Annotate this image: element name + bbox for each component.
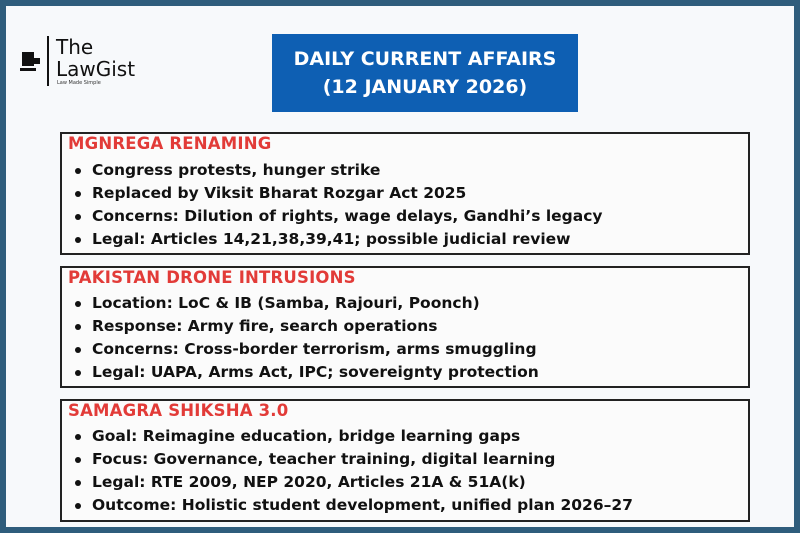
bullet-icon <box>75 324 81 330</box>
list-item <box>70 182 603 205</box>
list-item-text: Concerns: Dilution of rights, wage delays, Gandhi’s legacy <box>92 207 603 225</box>
list-item-text: Response: Army fire, search operations <box>92 317 438 335</box>
bullet-icon <box>75 191 81 197</box>
list-item-text: Legal: UAPA, Arms Act, IPC; sovereignty protection <box>92 363 539 381</box>
logo-tagline: Law Made Simple <box>57 80 101 86</box>
gavel-icon <box>20 48 42 74</box>
title-banner <box>272 34 578 112</box>
list-item-text: Focus: Governance, teacher training, digital learning <box>92 450 556 468</box>
list-item <box>70 159 603 182</box>
list-item-text: Congress protests, hunger strike <box>92 161 381 179</box>
bullet-icon <box>75 214 81 220</box>
bullet-list <box>70 159 603 251</box>
bullet-icon <box>75 480 81 486</box>
bullet-icon <box>75 503 81 509</box>
list-item-text: Concerns: Cross-border terrorism, arms smuggling <box>92 340 537 358</box>
section-card-samagra-shiksha <box>60 399 750 522</box>
logo-name-line2: LawGist <box>56 57 136 81</box>
list-item <box>70 471 633 494</box>
bullet-list <box>70 425 633 517</box>
list-item <box>70 425 633 448</box>
list-item <box>70 228 603 251</box>
lawgist-logo <box>20 36 150 88</box>
list-item <box>70 494 633 517</box>
list-item <box>70 361 539 384</box>
section-title: SAMAGRA SHIKSHA 3.0 <box>68 401 289 420</box>
list-item-text: Replaced by Viksit Bharat Rozgar Act 2025 <box>92 184 467 202</box>
banner-line1: DAILY CURRENT AFFAIRS <box>293 48 557 70</box>
list-item-text: Outcome: Holistic student development, unified plan 2026–27 <box>92 496 633 514</box>
list-item <box>70 338 539 361</box>
bullet-icon <box>75 168 81 174</box>
banner-line2: (12 JANUARY 2026) <box>322 76 528 98</box>
section-title: MGNREGA RENAMING <box>68 134 272 153</box>
logo-name <box>56 36 135 80</box>
logo-name-line1: The <box>56 35 94 59</box>
list-item <box>70 292 539 315</box>
list-item <box>70 205 603 228</box>
bullet-icon <box>75 347 81 353</box>
page-frame <box>6 6 794 527</box>
bullet-icon <box>75 434 81 440</box>
bullet-icon <box>75 457 81 463</box>
section-card-drone-intrusions <box>60 266 750 388</box>
section-card-mgnrega <box>60 132 750 255</box>
logo-divider <box>47 36 49 86</box>
bullet-icon <box>75 370 81 376</box>
list-item <box>70 448 633 471</box>
section-title: PAKISTAN DRONE INTRUSIONS <box>68 268 356 287</box>
list-item-text: Goal: Reimagine education, bridge learning gaps <box>92 427 521 445</box>
list-item-text: Legal: RTE 2009, NEP 2020, Articles 21A & 51A(k) <box>92 473 526 491</box>
list-item-text: Legal: Articles 14,21,38,39,41; possible judicial review <box>92 230 571 248</box>
bullet-icon <box>75 301 81 307</box>
bullet-icon <box>75 237 81 243</box>
bullet-list <box>70 292 539 384</box>
list-item-text: Location: LoC & IB (Samba, Rajouri, Poonch) <box>92 294 480 312</box>
list-item <box>70 315 539 338</box>
